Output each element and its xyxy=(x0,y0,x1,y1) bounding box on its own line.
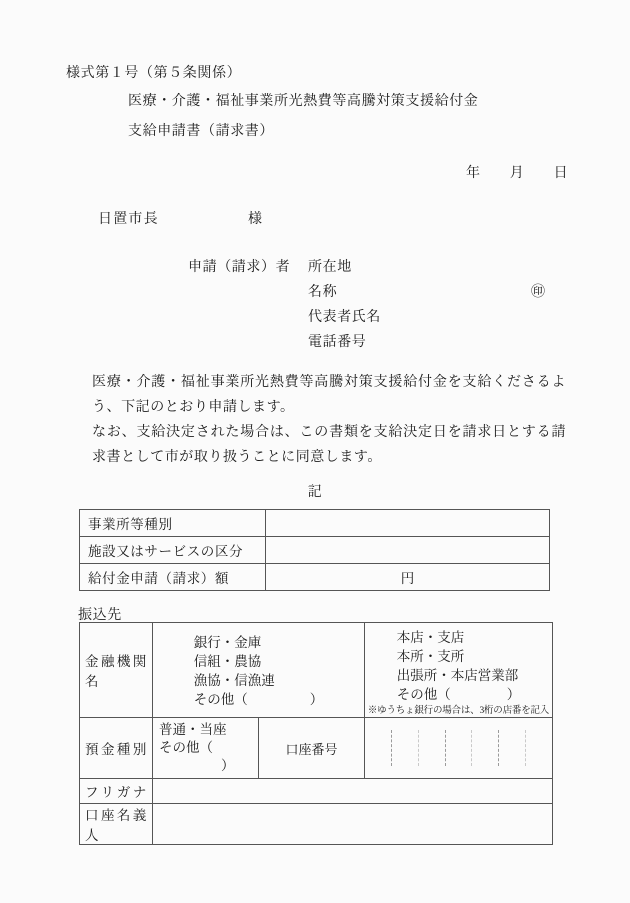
account-holder-label: 口座名義人 xyxy=(80,804,153,845)
account-number-cell[interactable] xyxy=(365,718,553,779)
business-type-value[interactable] xyxy=(266,510,550,537)
furigana-value[interactable] xyxy=(153,779,553,804)
table-row xyxy=(80,779,553,804)
seal-icon: ㊞ xyxy=(531,285,545,300)
deposit-kind-other-close: ） xyxy=(221,758,235,773)
account-digit-box[interactable] xyxy=(419,730,446,766)
facility-service-value[interactable] xyxy=(266,537,550,564)
body-paragraph-2: なお、支給決定された場合は、この書類を支給決定日を請求日とする請求書として市が取り扱うことに同意します。 xyxy=(92,425,566,465)
table-row xyxy=(80,804,553,845)
institution-kind-cell[interactable] xyxy=(153,623,365,718)
form-number: 様式第１号（第５条関係） xyxy=(66,66,242,81)
deposit-kind-ordinary-current: 普通・当座 xyxy=(159,722,227,737)
body-paragraph-1: 医療・介護・福祉事業所光熱費等高騰対策支援給付金を支給くださるよう、下記のとおり申請します。 xyxy=(92,375,566,415)
grant-amount-label: 給付金申請（請求）額 xyxy=(80,564,266,591)
applicant-representative-label[interactable]: 代表者氏名 xyxy=(308,310,381,325)
institution-kind-other: その他（ xyxy=(193,691,248,707)
deposit-type-label: 預金種別 xyxy=(80,718,153,779)
transfer-section-heading: 振込先 xyxy=(78,608,122,623)
account-digit-box[interactable] xyxy=(392,730,419,766)
institution-name-label: 金融機関名 xyxy=(80,623,153,718)
branch-kind-2: 本所・支所 xyxy=(396,649,465,664)
document-title-line-2: 支給申請書（請求書） xyxy=(128,124,274,139)
date-field[interactable]: 年 月 日 xyxy=(466,166,569,181)
table-row xyxy=(80,564,550,591)
branch-note: ※ゆうちょ銀行の場合は、3桁の店番を記入 xyxy=(367,706,550,716)
account-digit-box[interactable] xyxy=(526,730,552,766)
applicant-label: 申請（請求）者 xyxy=(188,260,291,275)
branch-kind-cell[interactable] xyxy=(365,623,553,718)
document-title-line-1: 医療・介護・福祉事業所光熱費等高騰対策支援給付金 xyxy=(128,94,479,109)
ki-heading: 記 xyxy=(307,485,323,500)
branch-kind-other-close: ） xyxy=(506,687,521,702)
furigana-label: フリガナ xyxy=(80,779,153,804)
table-row xyxy=(80,623,553,718)
table-row xyxy=(80,537,550,564)
institution-kind-3: 漁協・信漁連 xyxy=(193,672,275,688)
applicant-name-label[interactable]: 名称 xyxy=(308,285,338,300)
branch-kind-3: 出張所・本店営業部 xyxy=(396,668,519,683)
bank-transfer-table xyxy=(79,622,553,845)
account-digit-box[interactable] xyxy=(472,730,499,766)
branch-kind-1: 本店・支店 xyxy=(396,630,465,645)
account-digit-box[interactable] xyxy=(446,730,473,766)
business-type-label: 事業所等種別 xyxy=(80,510,266,537)
account-digit-box[interactable] xyxy=(365,730,392,766)
account-holder-value[interactable] xyxy=(153,804,553,845)
grant-amount-value[interactable]: 円 xyxy=(266,564,550,591)
deposit-kind-other: その他（ xyxy=(159,740,213,755)
institution-kind-2: 信組・農協 xyxy=(193,653,262,669)
table-row xyxy=(80,510,550,537)
application-detail-table xyxy=(79,509,550,591)
deposit-type-cell[interactable] xyxy=(153,718,259,779)
facility-service-label: 施設又はサービスの区分 xyxy=(80,537,266,564)
applicant-address-label[interactable]: 所在地 xyxy=(308,260,352,275)
addressee-honorific: 様 xyxy=(248,212,262,227)
account-number-label: 口座番号 xyxy=(259,718,365,779)
institution-kind-other-close: ） xyxy=(309,691,324,707)
addressee-name: 日置市長 xyxy=(98,212,159,227)
institution-kind-1: 銀行・金庫 xyxy=(193,634,262,650)
branch-kind-other: その他（ xyxy=(396,687,451,702)
applicant-phone-label[interactable]: 電話番号 xyxy=(308,335,367,350)
account-digit-box[interactable] xyxy=(499,730,526,766)
table-row xyxy=(80,718,553,779)
